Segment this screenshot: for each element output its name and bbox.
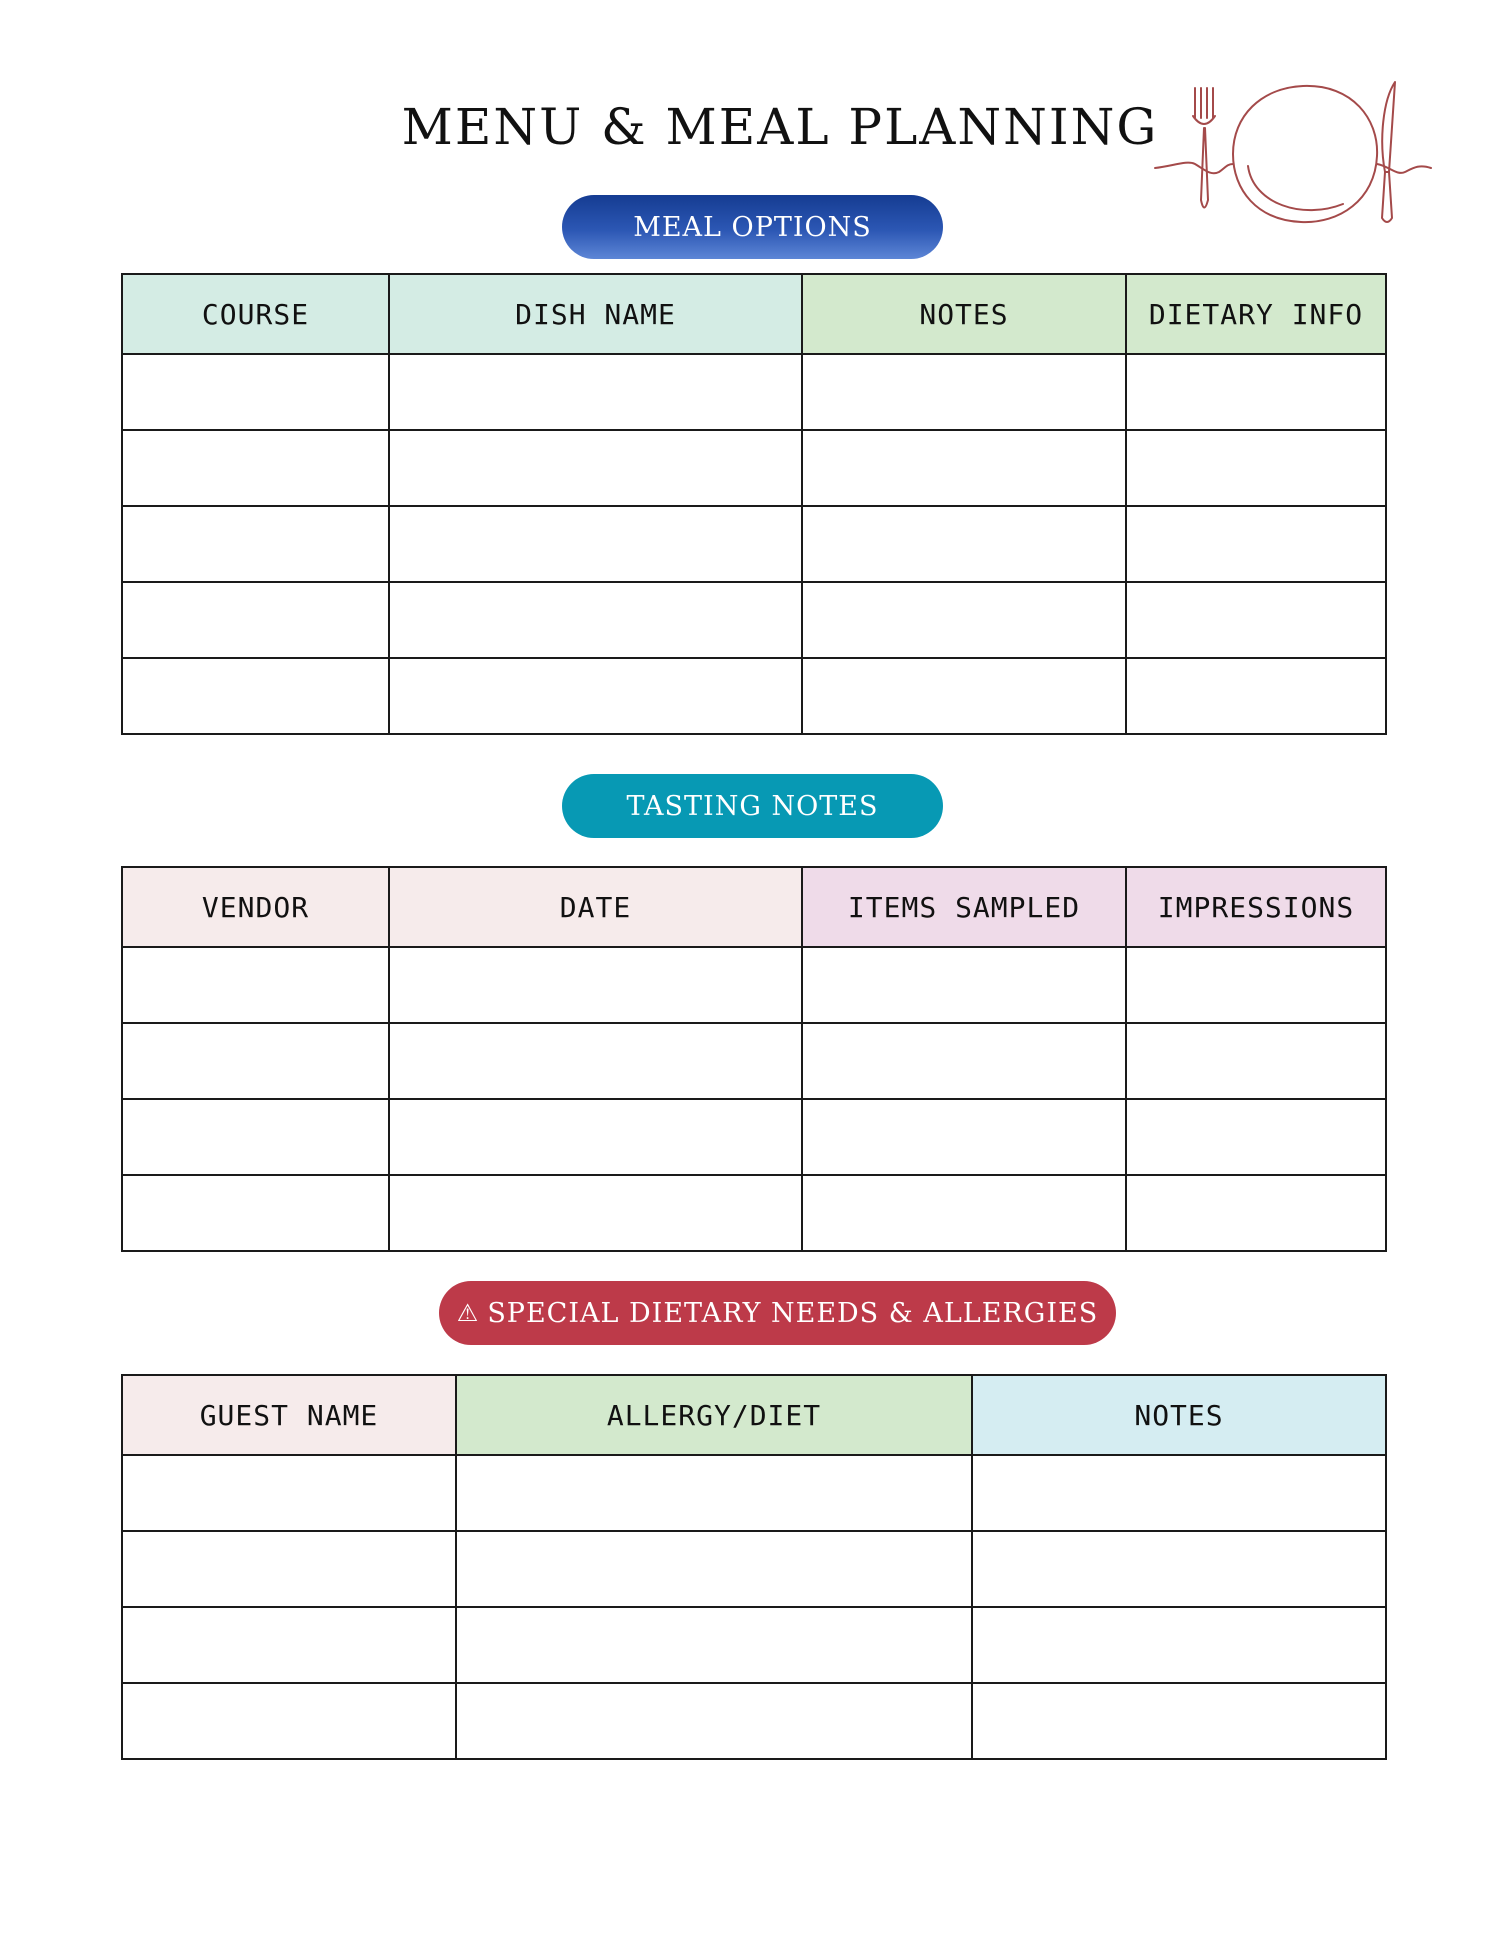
table-cell[interactable] xyxy=(1126,1099,1386,1175)
header-row xyxy=(122,1375,1386,1455)
table-cell[interactable] xyxy=(122,1683,456,1759)
table-cell[interactable] xyxy=(802,1099,1126,1175)
table-cell[interactable] xyxy=(1126,1175,1386,1251)
table-cell[interactable] xyxy=(122,658,389,734)
section-label-special-dietary xyxy=(439,1281,1116,1345)
column-header-notes: NOTES xyxy=(972,1375,1386,1455)
table-cell[interactable] xyxy=(389,947,802,1023)
table-row xyxy=(122,1531,1386,1607)
table-cell[interactable] xyxy=(122,582,389,658)
meal-options-table xyxy=(121,273,1387,735)
table-row xyxy=(122,582,1386,658)
column-header-vendor: VENDOR xyxy=(122,867,389,947)
table-cell[interactable] xyxy=(389,1175,802,1251)
section-label-text: SPECIAL DIETARY NEEDS & ALLERGIES xyxy=(487,1297,1099,1329)
section-label-tasting-notes xyxy=(562,774,943,838)
table-row xyxy=(122,1099,1386,1175)
table-cell[interactable] xyxy=(1126,506,1386,582)
table-row xyxy=(122,1683,1386,1759)
table-cell[interactable] xyxy=(972,1455,1386,1531)
table-cell[interactable] xyxy=(389,430,802,506)
table-cell[interactable] xyxy=(456,1531,972,1607)
table-cell[interactable] xyxy=(389,506,802,582)
warning-icon: ⚠ xyxy=(456,1299,480,1327)
column-header-impressions: IMPRESSIONS xyxy=(1126,867,1386,947)
table-row xyxy=(122,1455,1386,1531)
table-cell[interactable] xyxy=(802,582,1126,658)
table-cell[interactable] xyxy=(122,947,389,1023)
table-cell[interactable] xyxy=(389,658,802,734)
table-cell[interactable] xyxy=(1126,582,1386,658)
table-row xyxy=(122,354,1386,430)
table-cell[interactable] xyxy=(389,1023,802,1099)
header-row xyxy=(122,867,1386,947)
table-cell[interactable] xyxy=(802,658,1126,734)
column-header-course: COURSE xyxy=(122,274,389,354)
page-title: MENU & MEAL PLANNING xyxy=(401,98,1159,156)
table-cell[interactable] xyxy=(389,1099,802,1175)
section-label-text: MEAL OPTIONS xyxy=(633,211,872,243)
table-row xyxy=(122,430,1386,506)
section-label-text: TASTING NOTES xyxy=(626,790,879,822)
column-header-dietary-info: DIETARY INFO xyxy=(1126,274,1386,354)
table-cell[interactable] xyxy=(456,1455,972,1531)
column-header-notes: NOTES xyxy=(802,274,1126,354)
table-cell[interactable] xyxy=(1126,1023,1386,1099)
table-cell[interactable] xyxy=(802,1175,1126,1251)
table-row xyxy=(122,1175,1386,1251)
table-cell[interactable] xyxy=(802,430,1126,506)
table-cell[interactable] xyxy=(389,582,802,658)
table-row xyxy=(122,658,1386,734)
table-cell[interactable] xyxy=(1126,430,1386,506)
table-cell[interactable] xyxy=(802,947,1126,1023)
table-row xyxy=(122,1607,1386,1683)
table-row xyxy=(122,506,1386,582)
table-cell[interactable] xyxy=(122,1607,456,1683)
table-row xyxy=(122,1023,1386,1099)
tasting-notes-table xyxy=(121,866,1387,1252)
table-cell[interactable] xyxy=(122,430,389,506)
table-cell[interactable] xyxy=(802,506,1126,582)
table-cell[interactable] xyxy=(122,1455,456,1531)
table-cell[interactable] xyxy=(972,1683,1386,1759)
section-label-meal-options xyxy=(562,195,943,259)
table-cell[interactable] xyxy=(1126,947,1386,1023)
table-cell[interactable] xyxy=(122,506,389,582)
table-cell[interactable] xyxy=(972,1607,1386,1683)
table-row xyxy=(122,947,1386,1023)
table-cell[interactable] xyxy=(122,1099,389,1175)
table-cell[interactable] xyxy=(456,1607,972,1683)
header-row xyxy=(122,274,1386,354)
column-header-dish-name: DISH NAME xyxy=(389,274,802,354)
plate-cutlery-icon xyxy=(1153,80,1433,230)
column-header-allergy-diet: ALLERGY/DIET xyxy=(456,1375,972,1455)
table-cell[interactable] xyxy=(122,1175,389,1251)
table-cell[interactable] xyxy=(122,1531,456,1607)
dietary-needs-table xyxy=(121,1374,1387,1760)
table-cell[interactable] xyxy=(802,1023,1126,1099)
table-cell[interactable] xyxy=(972,1531,1386,1607)
table-cell[interactable] xyxy=(1126,354,1386,430)
table-cell[interactable] xyxy=(122,1023,389,1099)
column-header-items-sampled: ITEMS SAMPLED xyxy=(802,867,1126,947)
table-cell[interactable] xyxy=(456,1683,972,1759)
column-header-date: DATE xyxy=(389,867,802,947)
column-header-guest-name: GUEST NAME xyxy=(122,1375,456,1455)
table-cell[interactable] xyxy=(1126,658,1386,734)
table-cell[interactable] xyxy=(122,354,389,430)
table-cell[interactable] xyxy=(389,354,802,430)
table-cell[interactable] xyxy=(802,354,1126,430)
